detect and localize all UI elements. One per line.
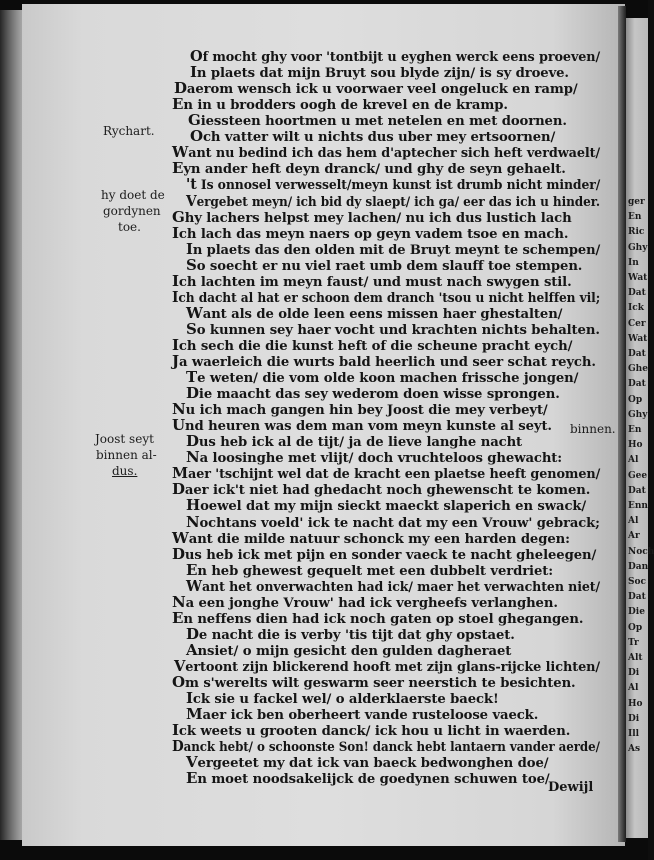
verse-line: Och vatter wilt u nichts dus uber mey ertsoornen/ <box>190 127 556 146</box>
verse-line: Vergebet meyn/ ich bid dy slaept/ ich ga/ eer das ich u hinder. <box>186 191 600 210</box>
next-page-fragment: Dat <box>628 592 646 603</box>
verse-line: Daerom wensch ick u voorwaer veel ongeluck en ramp/ <box>174 79 578 98</box>
next-page-fragment: Dat <box>628 485 646 496</box>
next-page-fragment: En <box>628 212 642 223</box>
verse-line: Dus heb ick al de tijt/ ja de lieve langhe nacht <box>186 432 523 451</box>
next-page-fragment: Dat <box>628 288 646 299</box>
verse-line: Maer 'tschijnt wel dat de kracht een plaetse heeft genomen/ <box>172 464 601 483</box>
next-page-fragment: Al <box>628 683 639 694</box>
verse-line: Die maacht das sey wederom doen wisse sprongen. <box>186 384 560 403</box>
next-page-fragment: Ar <box>628 531 640 542</box>
next-page-fragment: Ill <box>628 729 640 739</box>
verse-line: Eyn ander heft deyn dranck/ und ghy de seyn gehaelt. <box>172 159 566 178</box>
next-page-fragment: Di <box>628 668 640 679</box>
next-page-fragment: Gee <box>628 470 648 481</box>
verse-line: Vertoont zijn blickerend hooft met zijn glans-rijcke lichten/ <box>174 656 601 675</box>
verse-line: Ich sech die die kunst heft of die scheune pracht eych/ <box>172 335 573 354</box>
verse-line: Daer ick't niet had ghedacht noch ghewenscht te komen. <box>172 480 591 499</box>
next-page-fragment: Ghy <box>628 242 648 253</box>
next-page-fragment: Ho <box>628 440 643 451</box>
verse-line: Ich dacht al hat er schoon dem dranch 'tsou u nicht helffen vil; <box>172 287 601 306</box>
joost-note-line-3: dus. <box>112 464 138 478</box>
next-page-fragment: In <box>628 257 639 268</box>
joost-note-line-2: binnen al- <box>96 448 157 462</box>
next-page-fragment: Al <box>628 455 639 466</box>
verse-line: Ick sie u fackel wel/ o alderklaerste baeck! <box>186 689 499 707</box>
next-page-fragment: Wat <box>628 273 648 283</box>
next-page-fragment: Ho <box>628 698 643 709</box>
next-page-fragment: Op <box>628 394 643 405</box>
verse-line: Want het onverwachten had ick/ maer het verwachten niet/ <box>186 576 601 595</box>
verse-line: Vergeetet my dat ick van baeck bedwonghen doe/ <box>186 753 549 772</box>
catchword: Dewijl <box>548 780 594 795</box>
verse-line: Maer ick ben oberheert vande rusteloose vaeck. <box>186 705 539 724</box>
verse-line: Na loosinghe met vlijt/ doch vruchteloos ghewacht: <box>186 448 563 467</box>
verse-line: Nu ich mach gangen hin bey Joost die mey verbeyt/ <box>172 400 548 419</box>
next-page-fragment: Dat <box>628 379 646 390</box>
speaker-name-rychart: Rychart. <box>103 124 155 138</box>
next-page-fragment: En <box>628 425 642 435</box>
next-page-fragment: Dat <box>628 349 646 359</box>
verse-line: En in u brodders oogh de krevel en de kramp. <box>172 95 508 114</box>
verse-line: Want die milde natuur schonck my een harden degen: <box>172 528 570 547</box>
next-page-fragment: ger <box>628 197 645 207</box>
verse-line: In plaets dat mijn Bruyt sou blyde zijn/ is sy droeve. <box>190 63 569 81</box>
next-page-fragment: Tr <box>628 637 639 648</box>
next-page-fragment: Al <box>628 516 639 527</box>
verse-line: Dus heb ick met pijn en sonder vaeck te nacht gheleegen/ <box>172 544 597 563</box>
stage-direction-line-3: toe. <box>118 220 141 234</box>
stage-direction-line-1: hy doet de <box>101 188 165 202</box>
verse-line: So soecht er nu viel raet umb dem slauff toe stempen. <box>186 255 583 274</box>
verse-line: Te weten/ die vom olde koon machen frissche jongen/ <box>186 368 579 386</box>
verse-line: Ja waerleich die wurts bald heerlich und seer schat reych. <box>172 351 596 370</box>
stage-direction-line-2: gordynen <box>103 204 161 218</box>
verse-line: Ich lach das meyn naers op geyn vadem tsoe en mach. <box>172 223 569 242</box>
next-page-fragment: Wat <box>628 333 648 344</box>
verse-line: In plaets das den olden mit de Bruyt meynt te schempen/ <box>186 239 601 258</box>
verse-line: Want nu bedind ich das hem d'aptecher sich heft verdwaelt/ <box>172 143 601 162</box>
next-page-fragment: As <box>628 744 641 755</box>
verse-line: Und heuren was dem man vom meyn kunste al seyt. <box>172 416 552 435</box>
next-page-fragment: Soc <box>628 577 646 587</box>
verse-line: Hoewel dat my mijn sieckt maeckt slaperich en swack/ <box>186 496 587 515</box>
verse-line: Ghy lachers helpst mey lachen/ nu ich dus lustich lach <box>172 207 572 226</box>
next-page-fragment: Di <box>628 713 640 724</box>
next-page-fragment: Dan <box>628 561 649 572</box>
next-page-fragment: Enn <box>628 501 648 511</box>
verse-line: En neffens dien had ick noch gaten op stoel ghegangen. <box>172 608 584 627</box>
left-page-edge <box>0 10 24 840</box>
side-note-right: binnen. <box>570 422 616 436</box>
next-page-fragment: Die <box>628 607 645 618</box>
next-page-fragment: Ghy <box>628 409 648 420</box>
next-page-fragment: Ick <box>628 303 644 314</box>
verse-line: Of mocht ghy voor 'tontbijt u eyghen werck eens proeven/ <box>190 47 601 65</box>
verse-line: Ich lachten im meyn faust/ und must nach swygen stil. <box>172 271 572 290</box>
joost-note-line-1: Joost seyt <box>95 432 154 446</box>
verse-line: So kunnen sey haer vocht und krachten nichts behalten. <box>186 319 600 338</box>
verse-line: Na een jonghe Vrouw' had ick vergheefs verlanghen. <box>172 592 558 611</box>
verse-line: Om s'werelts wilt geswarm seer neerstich te besichten. <box>172 673 576 691</box>
next-page-fragment: Noch <box>628 546 654 557</box>
verse-line: Danck hebt/ o schoonste Son! danck hebt lantaern vander aerde/ <box>172 737 600 756</box>
next-page-fragment: Alt <box>628 653 643 663</box>
verse-line: De nacht die is verby 'tis tijt dat ghy opstaet. <box>186 624 515 643</box>
verse-line: Ick weets u grooten danck/ ick hou u licht in waerden. <box>172 721 571 740</box>
next-page-fragment: Ghe <box>628 364 648 375</box>
verse-line: En moet noodsakelijck de goedynen schuwen toe/ <box>186 769 550 788</box>
verse-line: En heb ghewest gequelt met een dubbelt verdriet: <box>186 560 554 579</box>
next-page-edge <box>626 18 654 838</box>
verse-line: Nochtans voeld' ick te nacht dat my een Vrouw' gebrack; <box>186 512 600 531</box>
next-page-fragment: Op <box>628 622 643 633</box>
next-page-fragment: Cer <box>628 318 646 329</box>
verse-line: Ansiet/ o mijn gesicht den gulden dagheraet <box>186 640 512 659</box>
verse-line: Want als de olde leen eens missen haer ghestalten/ <box>186 303 563 322</box>
verse-line: 't Is onnosel verwesselt/meyn kunst ist drumb nicht minder/ <box>186 175 601 194</box>
next-page-fragment: Ric <box>628 227 645 238</box>
verse-line: Giessteen hoortmen u met netelen en met doornen. <box>188 111 567 130</box>
book-gutter <box>618 6 626 842</box>
